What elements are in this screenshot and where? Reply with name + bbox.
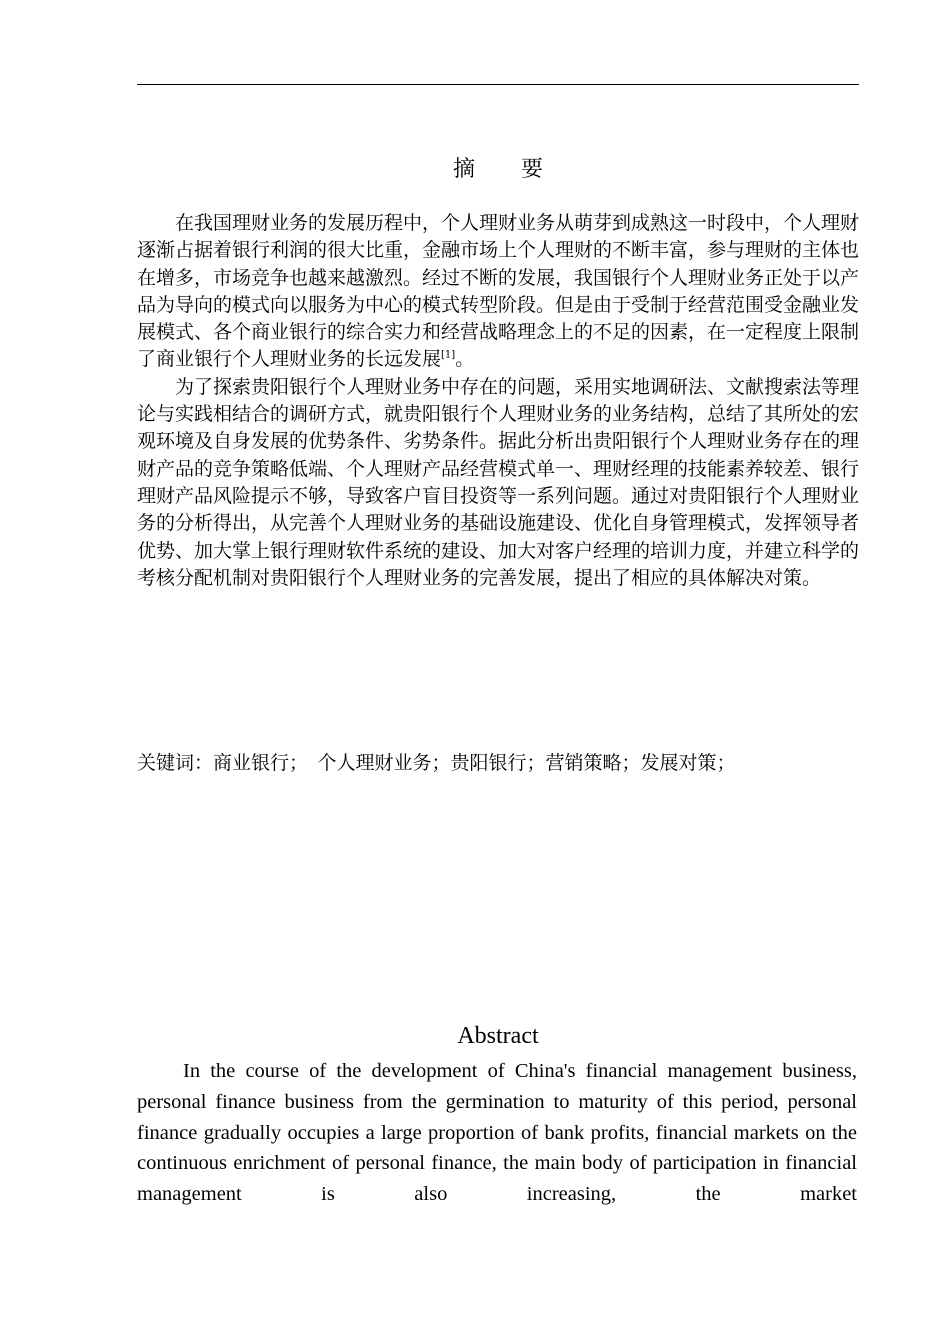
keywords-label: 关键词： xyxy=(137,752,214,774)
keywords-text: 商业银行； 个人理财业务；贵阳银行；营销策略；发展对策； xyxy=(213,752,736,774)
header-rule xyxy=(137,84,859,85)
paragraph-tail: 。 xyxy=(455,348,475,371)
abstract-cn-paragraph: 为了探索贵阳银行个人理财业务中存在的问题，采用实地调研法、文献搜索法等理论与实践相结合的调研方式，就贵阳银行个人理财业务的业务结构，总结了其所处的宏观环境及自身发展的优势条件、劣势条件。据此分析出贵阳银行个人理财业务存在的理财产品的竞争策略低端、个人理财产品经营模式单一、理财经理的技能素养较差、银行理财产品风险提示不够，导致客户盲目投资等一系列问题。通过对贵阳银行个人理财业务的分析得出，从完善个人理财业务的基础设施建设、优化自身管理模式，发挥领导者优势、加大掌上银行理财软件系统的建设、加大对客户经理的培训力度，并建立科学的考核分配机制对贵阳银行个人理财业务的完善发展，提出了相应的具体解决对策。 xyxy=(137,375,860,589)
abstract-en-title: Abstract xyxy=(457,1023,539,1049)
title-char: 摘 xyxy=(452,157,475,182)
abstract-cn-title xyxy=(137,152,859,183)
title-char: 要 xyxy=(521,157,544,182)
citation-mark: [1] xyxy=(441,350,456,362)
paragraph-text: 在我国理财业务的发展历程中，个人理财业务从萌芽到成熟这一时段中，个人理财逐渐占据着银行利润的很大比重，金融市场上个人理财的不断丰富，参与理财的主体也在增多，市场竞争也越来越激烈。经过不断的发展，我国银行个人理财业务正处于以产品为导向的模式向以服务为中心的模式转型阶段。但是由于受制于经营范围受金融业发展模式、各个商业银行的综合实力和经营战略理念上的不足的因素，在一定程度上限制了商业银行个人理财业务的长远发展 xyxy=(137,212,860,371)
abstract-en-body xyxy=(137,1056,857,1211)
abstract-cn-paragraph xyxy=(137,210,859,374)
keywords-line xyxy=(137,750,859,777)
abstract-en-paragraph: In the course of the development of China's financial management business, personal finance business from the germination to maturity of this period, personal finance gradually occupies a large proportion of bank profits, financial markets on the continuous enrichment of personal finance, the main body of participation in financial management is also increasing, the market xyxy=(137,1060,857,1206)
abstract-cn-body xyxy=(137,210,859,592)
